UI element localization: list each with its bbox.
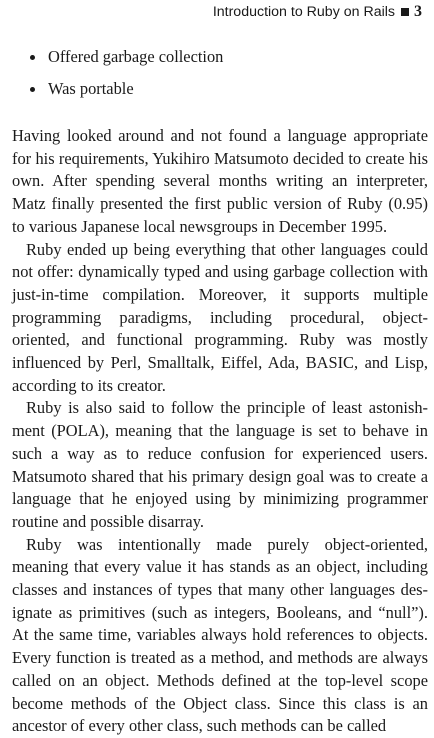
paragraph: Ruby is also said to follow the principle of least astonishment (POLA), meaning that the language is set to behave in such a way as to reduce confusion for experienced users. Matsumoto shared that his primary design goal was to create a language that he enjoyed using by minimizing programmer routine and possible disarray. <box>12 398 428 531</box>
bullet-item <box>27 47 223 79</box>
running-header-title: Introduction to Ruby on Rails <box>212 4 395 20</box>
bullet-dot-icon <box>30 87 35 92</box>
bullet-list <box>27 47 223 111</box>
bullet-text: Offered garbage collection <box>48 47 224 66</box>
square-separator-icon <box>401 8 409 16</box>
body-text <box>12 125 428 738</box>
page-number: 3 <box>414 3 422 20</box>
paragraph: Ruby was intentionally made purely object-oriented, meaning that every value it has stands as an object, including classes and instances of types that many other languages designate as primitives (such as integers, Booleans, and “null”). At the same time, variables always hold references to objects. Every function is treated as a method, and methods are always called on an object. Methods defined at the top-level scope become methods of the Object class. Since this class is an ancestor of every other class, such methods can be called <box>12 534 428 736</box>
bullet-item <box>27 79 223 111</box>
paragraph: Having looked around and not found a language appropriate for his requirements, Yukihiro Matsumoto decided to create his own. After spending several months writing an interpreter, Matz finally presented the first public version of Ruby (0.95) to various Japanese local newsgroups in December 1995. <box>12 126 428 236</box>
paragraph: Ruby ended up being everything that other languages could not offer: dynamically typed and using garbage collection with just-in-time compilation. Moreover, it supports multiple programming paradigms, including procedural, object-oriented, and functional programming. Ruby was mostly influenced by Perl, Smalltalk, Eiffel, Ada, BASIC, and Lisp, according to its creator. <box>12 239 428 395</box>
bullet-text: Was portable <box>48 79 134 98</box>
bullet-dot-icon <box>30 55 35 60</box>
running-header <box>213 3 422 21</box>
